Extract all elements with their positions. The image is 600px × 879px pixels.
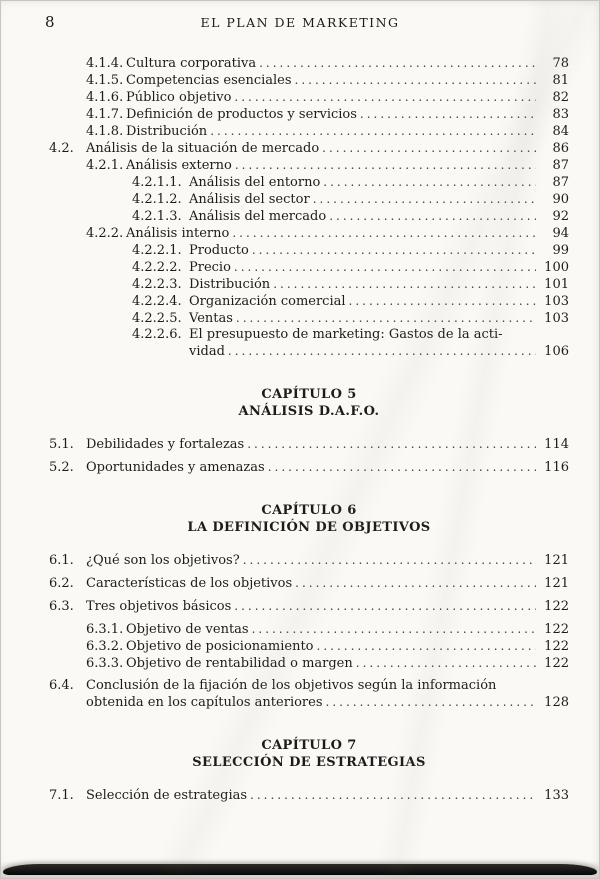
dotted-leader [323,174,536,191]
dotted-leader [234,89,536,106]
entry-text: Características de los objetivos [86,576,293,591]
dotted-leader [236,310,536,327]
entry-number: 6.1. [49,553,74,568]
toc-entry [49,310,569,327]
dotted-leader [360,106,536,123]
entry-number: 5.2. [49,460,74,475]
dotted-leader [210,123,536,140]
entry-text: Organización comercial [189,294,346,309]
entry-number: 4.2.2.5. [132,311,182,326]
chapter-heading [49,502,569,536]
entry-text: Objetivo de rentabilidad o margen [126,656,353,671]
entry-number: 6.3.3. [86,656,124,671]
chapter-title: CAPÍTULO 5 [261,387,357,402]
chapter-heading [49,386,569,420]
entry-page-number: 99 [552,243,569,258]
entry-page-number: 122 [544,656,569,671]
entry-page-number: 128 [544,695,569,710]
entry-page-number: 103 [544,311,569,326]
toc-entry [49,208,569,225]
entry-page-number: 86 [552,141,569,156]
entry-page-number: 94 [552,226,569,241]
chapter-subtitle: ANÁLISIS D.A.F.O. [238,404,380,419]
entry-page-number: 82 [552,90,569,105]
dotted-leader [317,638,536,655]
dotted-leader [232,225,536,242]
entry-text: Público objetivo [126,90,232,105]
chapter-subtitle: LA DEFINICIÓN DE OBJETIVOS [187,520,431,535]
entry-page-number: 87 [552,175,569,190]
entry-page-number: 106 [544,344,569,359]
entry-page-number: 121 [544,553,569,568]
toc-entry-line [86,55,569,72]
entry-number: 6.4. [49,678,74,693]
entry-text: El presupuesto de marketing: Gastos de la acti- [189,327,503,342]
dotted-leader [295,575,536,592]
toc-entry [49,225,569,242]
page-header [1,1,599,37]
toc-entry-line [132,242,569,259]
toc-entry [49,293,569,310]
entry-number: 6.3.1. [86,622,124,637]
dotted-leader [295,72,536,89]
chapter-subtitle: SELECCIÓN DE ESTRATEGIAS [192,755,426,770]
entry-number: 5.1. [49,437,74,452]
entry-page-number: 90 [552,192,569,207]
entry-number: 4.2.2. [86,226,124,241]
toc-section [49,55,569,360]
entry-page-number: 103 [544,294,569,309]
entry-page-number: 81 [552,73,569,88]
entry-page-number: 133 [544,788,569,803]
entry-page-number: 122 [544,599,569,614]
scan-bottom-edge [3,864,597,875]
entry-number: 4.2.2.3. [132,277,182,292]
toc-entry [49,157,569,174]
toc-entry-line [132,293,569,310]
dotted-leader [252,242,536,259]
toc-entry [49,123,569,140]
dotted-leader [313,191,536,208]
entry-text: Competencias esenciales [126,73,292,88]
toc-section [49,787,569,804]
entry-text: Oportunidades y amenazas [86,460,265,475]
toc-entry-line [49,598,569,615]
entry-text: Cultura corporativa [126,56,257,71]
entry-number: 4.2.1.3. [132,209,182,224]
entry-text: ¿Qué son los objetivos? [86,553,240,568]
toc-entry-line [132,276,569,293]
entry-text: Análisis del sector [189,192,310,207]
toc-entry-line [49,694,569,711]
toc-entry-line [49,678,569,694]
toc-entry [49,89,569,106]
toc-entry [49,140,569,157]
toc-entry-line [132,327,569,343]
toc [1,37,599,804]
entry-number: 4.1.5. [86,73,124,88]
toc-entry [49,575,569,592]
toc-section [49,436,569,476]
dotted-leader [356,655,536,672]
entry-number: 6.3.2. [86,639,124,654]
entry-page-number: 101 [544,277,569,292]
toc-entry-line [132,174,569,191]
toc-entry [49,459,569,476]
toc-entry [49,259,569,276]
toc-entry [49,638,569,655]
entry-page-number: 116 [544,460,569,475]
entry-number: 4.2.2.6. [132,327,182,342]
dotted-leader [228,343,536,360]
toc-entry-line [86,225,569,242]
toc-section [49,552,569,711]
dotted-leader [234,598,536,615]
entry-number: 4.1.6. [86,90,124,105]
dotted-leader [247,436,536,453]
dotted-leader [259,55,536,72]
dotted-leader [243,552,536,569]
entry-text: Análisis del entorno [189,175,321,190]
entry-number: 6.3. [49,599,74,614]
entry-text: Ventas [189,311,233,326]
entry-page-number: 83 [552,107,569,122]
dotted-leader [250,787,536,804]
toc-entry-line [86,72,569,89]
entry-text: Tres objetivos básicos [86,599,232,614]
toc-entry [49,242,569,259]
entry-text: Análisis interno [126,226,230,241]
toc-entry [49,787,569,804]
entry-page-number: 100 [544,260,569,275]
toc-entry-line [86,638,569,655]
toc-entry [49,72,569,89]
toc-entry-line [49,552,569,569]
entry-number: 6.2. [49,576,74,591]
entry-text: Producto [189,243,249,258]
running-title: EL PLAN DE MARKETING [200,15,400,30]
toc-entry-line [132,191,569,208]
chapter-title: CAPÍTULO 6 [261,503,357,518]
entry-text: Objetivo de posicionamiento [126,639,314,654]
dotted-leader [322,140,536,157]
entry-text: Análisis del mercado [189,209,327,224]
dotted-leader [234,259,536,276]
page-number: 8 [45,13,55,31]
toc-entry-line [132,343,569,360]
toc-entry-line [86,89,569,106]
entry-number: 4.1.7. [86,107,124,122]
dotted-leader [268,459,536,476]
entry-number: 4.2.2.2. [132,260,182,275]
chapter-heading [49,737,569,771]
entry-number: 4.2.2.1. [132,243,182,258]
toc-entry-line [86,621,569,638]
toc-entry [49,552,569,569]
toc-entry [49,327,569,360]
toc-entry-line [49,436,569,453]
toc-entry-line [132,259,569,276]
entry-page-number: 84 [552,124,569,139]
entry-text: Precio [189,260,231,275]
entry-number: 4.1.8. [86,124,124,139]
entry-number: 4.2. [49,141,74,156]
toc-entry [49,191,569,208]
entry-number: 4.2.1.2. [132,192,182,207]
dotted-leader [349,293,536,310]
entry-page-number: 121 [544,576,569,591]
entry-number: 4.2.1. [86,158,124,173]
toc-entry-line [132,208,569,225]
dotted-leader [329,208,536,225]
entry-text: Objetivo de ventas [126,622,249,637]
entry-number: 7.1. [49,788,74,803]
entry-page-number: 114 [544,437,569,452]
entry-text: Análisis de la situación de mercado [86,141,320,156]
entry-number: 4.2.1.1. [132,175,182,190]
entry-page-number: 92 [552,209,569,224]
dotted-leader [252,621,536,638]
toc-entry-line [86,157,569,174]
toc-entry [49,55,569,72]
toc-entry-line [49,575,569,592]
entry-text: Distribución [189,277,271,292]
entry-text: Selección de estrategias [86,788,248,803]
entry-page-number: 87 [552,158,569,173]
toc-entry [49,276,569,293]
toc-entry-line [49,140,569,157]
toc-entry [49,106,569,123]
toc-entry [49,678,569,711]
toc-entry [49,621,569,638]
toc-entry-line [49,459,569,476]
entry-text: Conclusión de la fijación de los objetivos según la información [86,678,497,693]
entry-text: Debilidades y fortalezas [86,437,245,452]
toc-entry-line [132,310,569,327]
entry-text: Análisis externo [126,158,232,173]
entry-text: vidad [189,344,225,359]
toc-entry-line [49,787,569,804]
toc-entry [49,436,569,453]
entry-page-number: 78 [552,56,569,71]
entry-number: 4.2.2.4. [132,294,182,309]
entry-number: 4.1.4. [86,56,124,71]
entry-text: Definición de productos y servicios [126,107,357,122]
toc-entry [49,655,569,672]
entry-text: obtenida en los capítulos anteriores [86,695,323,710]
dotted-leader [326,694,536,711]
toc-entry [49,598,569,615]
dotted-leader [273,276,536,293]
chapter-title: CAPÍTULO 7 [261,738,357,753]
dotted-leader [235,157,536,174]
entry-page-number: 122 [544,622,569,637]
toc-entry [49,174,569,191]
entry-page-number: 122 [544,639,569,654]
toc-entry-line [86,123,569,140]
toc-entry-line [86,106,569,123]
toc-entry-line [86,655,569,672]
entry-text: Distribución [126,124,208,139]
